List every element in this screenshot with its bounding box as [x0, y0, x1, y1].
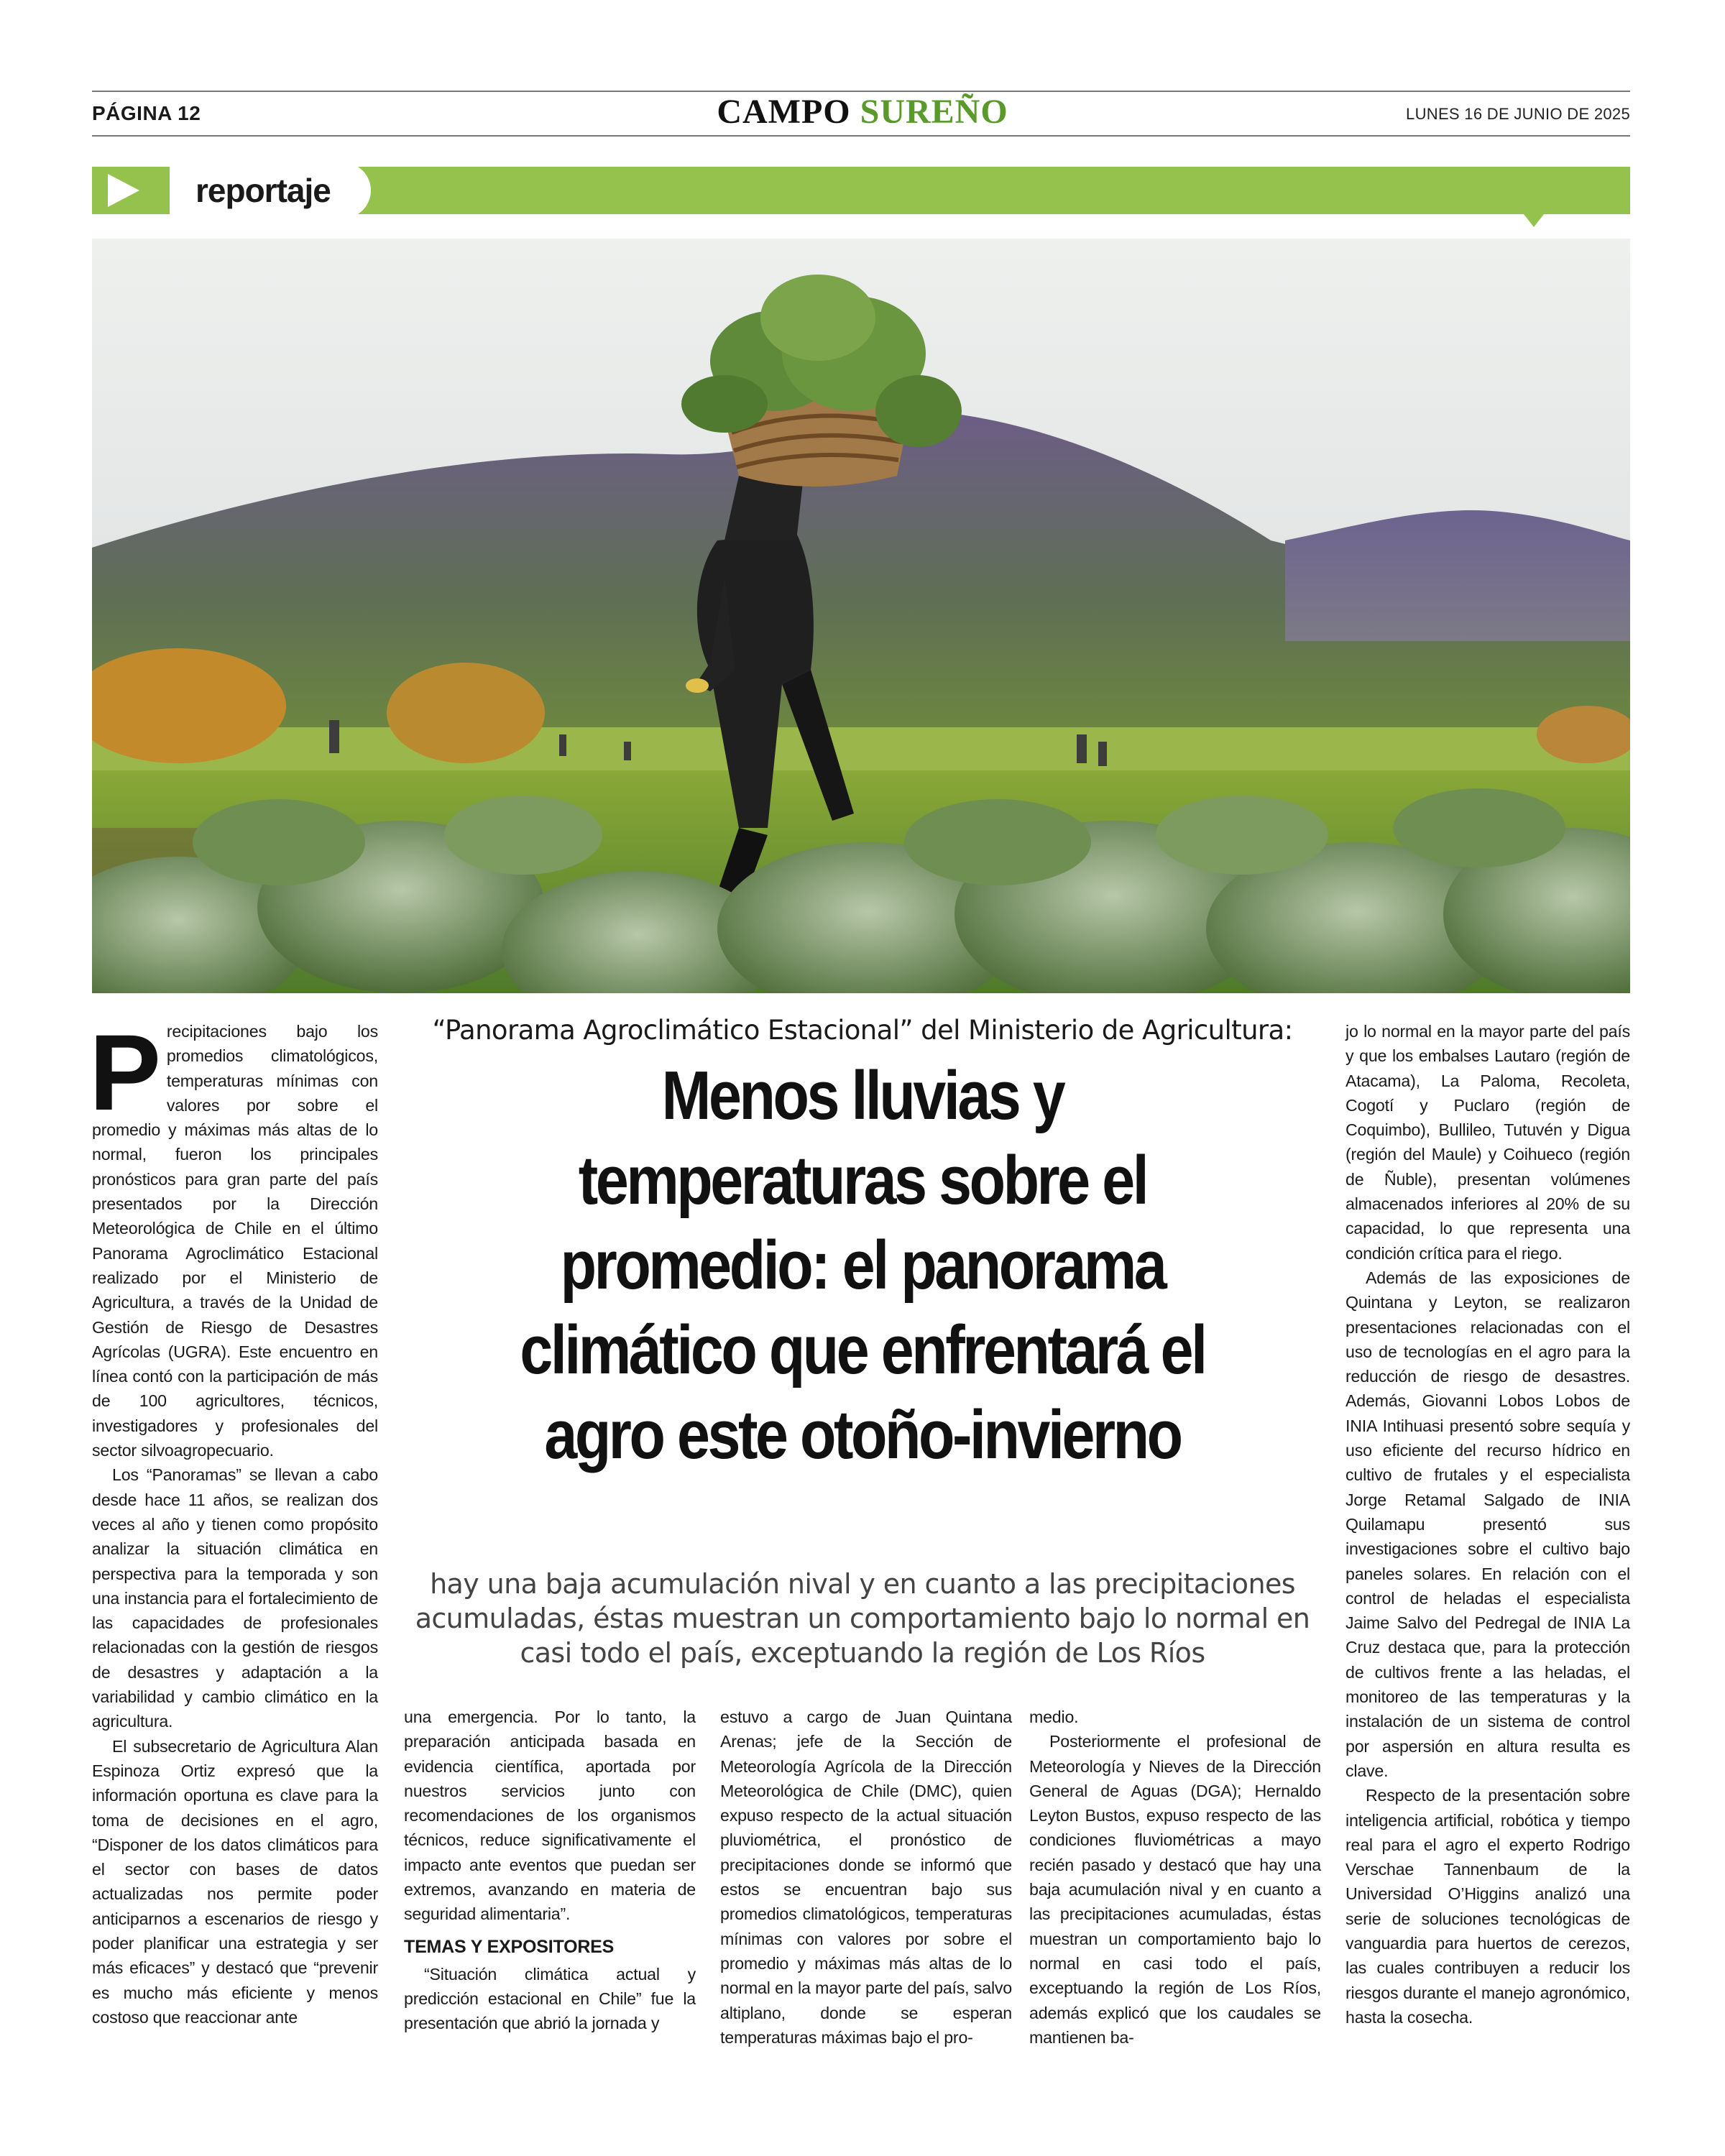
masthead-campo: CAMPO — [717, 93, 851, 131]
body-column-2 — [404, 1705, 696, 2036]
paragraph: Posteriormente el profesional de Meteorología y Nieves de la Dirección General de Aguas (DGA); Hernaldo Leyton Bustos, expuso respecto de las condiciones fluviométricas a mayo recién pasado y destacó que hay una baja acumulación nival y en cuanto a las precipitaciones acumuladas, éstas muestran un comportamiento bajo lo normal en casi todo el país, exceptuando la región de Los Ríos, además explicó que los caudales se mantienen ba- — [1029, 1732, 1321, 2047]
body-column-3 — [720, 1705, 1012, 2050]
paragraph: “Situación climática actual y predicción estacional en Chile” fue la presentación que abrió la jornada y — [404, 1964, 696, 2033]
headline-line: climático que enfrentará el — [520, 1312, 1205, 1388]
paragraph: Respecto de la presentación sobre inteligencia artificial, robótica y tiempo real para el agro el experto Rodrigo Verschae Tannenbaum de la Universidad O’Higgins analizó una serie de soluciones tecnológicas de vanguardia para huertos de cerezos, las cuales contribuyen a reducir los riesgos durante el manejo agronómico, hasta la cosecha. — [1346, 1786, 1630, 2027]
band-notch — [1524, 214, 1544, 227]
section-heading: TEMAS Y EXPOSITORES — [404, 1936, 615, 1957]
section-label: reportaje — [196, 172, 331, 209]
drop-cap: P — [89, 1012, 161, 1133]
body-column-1 — [89, 1012, 378, 2030]
masthead-bottom-rule — [92, 135, 1630, 137]
paragraph: Los “Panoramas” se llevan a cabo desde hace 11 años, se realizan dos veces al año y tienen como propósito analizar la situación climática en perspectiva para la temporada y son una instancia para el fortalecimiento de las capacidades de profesionales relacionadas con la gestión de riesgos de desastres y adaptación a la variabilidad y cambio climático en la agricultura. — [92, 1465, 378, 1731]
paragraph: El subsecretario de Agricultura Alan Espinoza Ortiz expresó que la información oportuna es clave para la toma de decisiones en el agro, “Disponer de los datos climáticos para el sector con bases de datos actualizadas nos permite poder anticiparnos a escenarios de riesgo y poder planificar una estrategia y ser más eficaces” y destacó que “prevenir es mucho más eficiente y menos costoso que reaccionar ante — [92, 1736, 378, 2027]
headline-line: temperaturas sobre el — [578, 1142, 1147, 1219]
paragraph: Además de las exposiciones de Quintana y Leyton, se realizaron presentaciones relacionadas con el uso de tecnologías en el agro para la reducción de riesgo de desastres. Además, Giovanni Lobos Lobos de INIA Intihuasi presentó sobre sequía y uso eficiente del recurso hídrico en cultivo de frutales y el especialista Jorge Retamal Salgado de INIA Quilamapu presentó sus investigaciones sobre el cultivo bajo paneles solares. En relación con el control de heladas el especialista Jaime Salvo del Pedregal de INIA La Cruz destaca que, para la protección de cultivos frente a las heladas, el monitoreo de las temperaturas y la instalación de un sistema de control por aspersión en altura resulta es clave. — [1346, 1268, 1630, 1780]
page-number: PÁGINA 12 — [92, 102, 201, 124]
paragraph: jo lo normal en la mayor parte del país y que los embalses Lautaro (región de Atacama), La Paloma, Recoleta, Cogotí y Puclaro (región de Coquimbo), Bullileo, Tutuvén y Digua (región del Maule) y Coihueco (región de Ñuble), presentan volúmenes almacenados inferiores al 20% de su capacidad, lo que representa una condición crítica para el riego. — [1346, 1022, 1630, 1263]
paragraph: recipitaciones bajo los promedios climatológicos, temperaturas mínimas con valores por sobre el promedio y máximas más altas de lo normal, fueron los principales pronósticos para gran parte del país presentados por la Dirección Meteorológica de Chile en el último Panorama Agroclimático Estacional realizado por el Ministerio de Agricultura, a través de la Unidad de Gestión de Riesgo de Desastres Agrícolas (UGRA). Este encuentro en línea contó con la participación de más de 100 agricultores, técnicos, investigadores y profesionales del sector silvoagropecuario. — [92, 1022, 378, 1460]
article-kicker: “Panorama Agroclimático Estacional” del Ministerio de Agricultura: — [432, 1015, 1293, 1046]
paragraph: estuvo a cargo de Juan Quintana Arenas; jefe de la Sección de Meteorología Agrícola de la Dirección Meteorológica de Chile (DMC), quien expuso respecto de la actual situación pluviométrica, el pronóstico de precipitaciones donde se informó que estos se encuentran bajo sus promedios climatológicos, temperaturas mínimas con valores por sobre el promedio y máximas más altas de lo normal en la mayor parte del país, salvo altiplano, donde se esperan temperaturas máximas bajo el pro- — [720, 1708, 1012, 2047]
issue-date: LUNES 16 DE JUNIO DE 2025 — [1406, 105, 1630, 123]
lead-photo — [92, 239, 1630, 993]
paragraph: medio. — [1029, 1708, 1079, 1726]
headline-line: promedio: el panorama — [560, 1227, 1165, 1304]
play-arrow-icon — [92, 167, 152, 214]
masthead-sureno: SUREÑO — [860, 93, 1008, 131]
headline-line: agro este otoño-invierno — [544, 1396, 1181, 1473]
body-column-4 — [1029, 1705, 1321, 2050]
headline-line: Menos lluvias y — [661, 1057, 1064, 1134]
article-headline — [467, 1054, 1259, 1478]
body-column-5 — [1346, 1019, 1630, 2030]
paragraph: una emergencia. Por lo tanto, la preparación anticipada basada en evidencia científica, aportada por nuestros servicios junto con recomendaciones de los organismos técnicos, reduce significativamente el impacto ante eventos que puedan ser extremos, avanzando en materia de seguridad alimentaria”. — [404, 1708, 696, 1924]
article-subhead: hay una baja acumulación nival y en cuanto a las precipitaciones acumuladas, éstas muestran un comportamiento bajo lo normal en casi todo el país, exceptuando la región de Los Ríos — [415, 1568, 1310, 1669]
